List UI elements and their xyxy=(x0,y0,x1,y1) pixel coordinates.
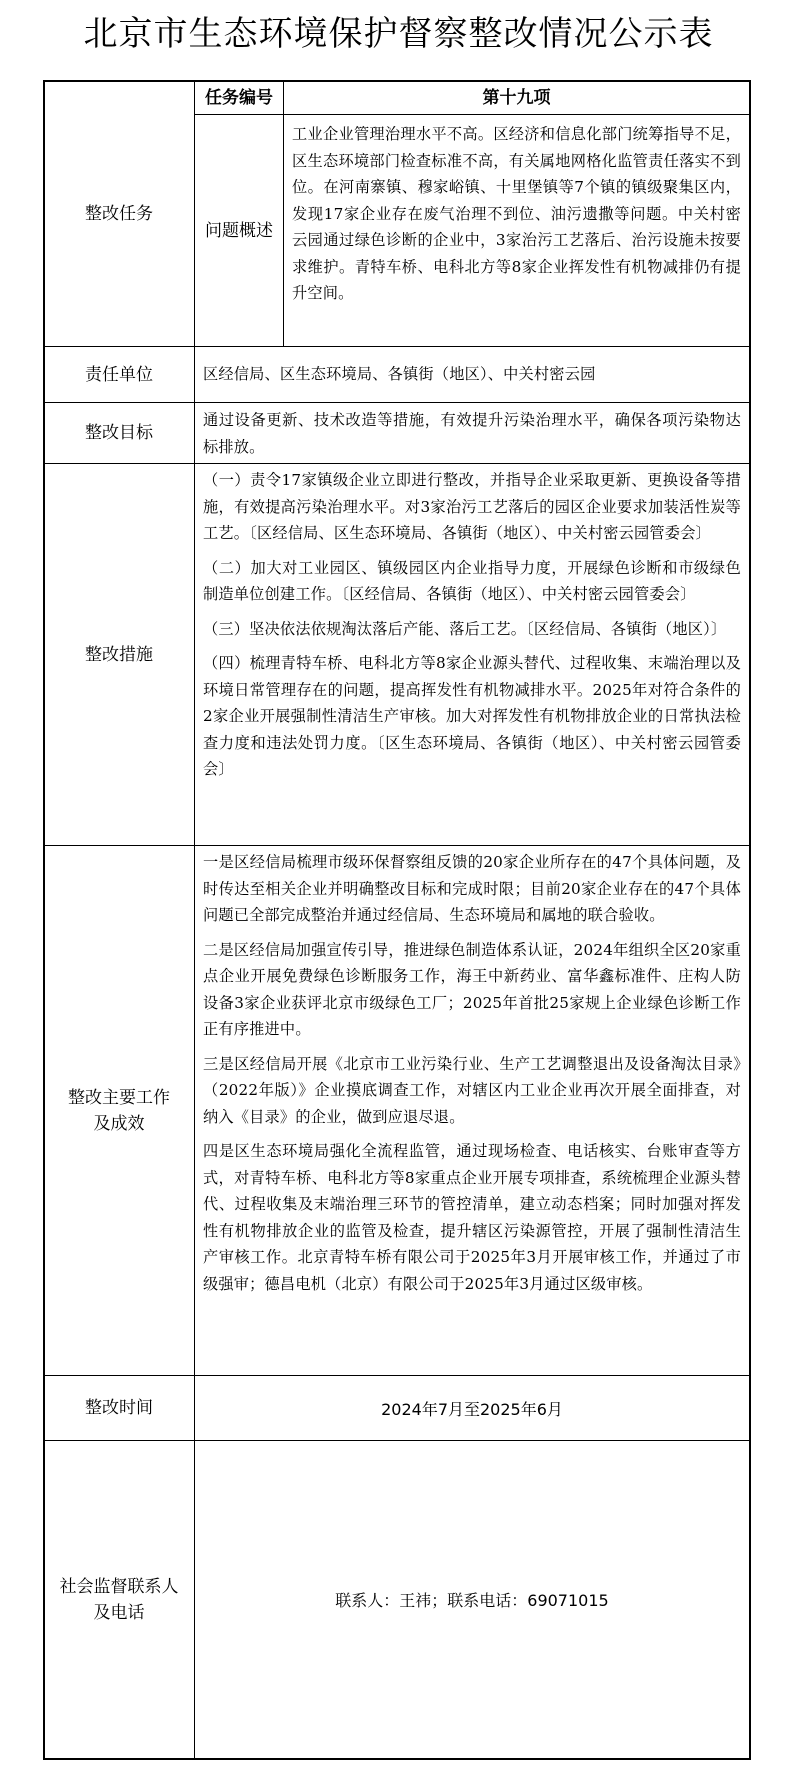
results-label xyxy=(44,846,194,1375)
contact-value: 联系人：王祎；联系电话：69071015 xyxy=(335,1591,609,1610)
contact-label-line2: 及电话 xyxy=(93,1602,145,1623)
task-label: 整改任务 xyxy=(85,203,153,224)
measures-label: 整改措施 xyxy=(85,644,153,665)
time-label: 整改时间 xyxy=(85,1398,153,1418)
task-number-value: 第十九项 xyxy=(482,87,551,108)
measures-list xyxy=(195,465,749,845)
overview-label: 问题概述 xyxy=(205,220,273,241)
overview-text: 工业企业管理治理水平不高。区经济和信息化部门统筹指导不足，区生态环境部门检查标准不高，有关属地网格化监管责任落实不到位。在河南寨镇、穆家峪镇、十里堡镇等7个镇的镇级聚集区内，发现17家企业存在废气治理不到位、油污遗撒等问题。中关村密云园通过绿色诊断的企业中，3家治污工艺落后、治污设施未按要求维护。青特车桥、电科北方等8家企业挥发性有机物减排仍有提升空间。 xyxy=(292,125,741,302)
results-label-line2: 及成效 xyxy=(93,1113,145,1134)
result-item: 三是区经信局开展《北京市工业污染行业、生产工艺调整退出及设备淘汰目录》（2022年版）》企业摸底调查工作，对辖区内工业企业再次开展全面排查，对纳入《目录》的企业，做到应退尽退。 xyxy=(203,1054,741,1126)
task-number-label: 任务编号 xyxy=(205,87,273,108)
results-label-line1: 整改主要工作 xyxy=(68,1087,170,1108)
measure-item: （二）加大对工业园区、镇级园区内企业指导力度，开展绿色诊断和市级绿色制造单位创建工作。〔区经信局、各镇街（地区）、中关村密云园管委会〕 xyxy=(203,558,741,603)
measure-item: （一）责令17家镇级企业立即进行整改，并指导企业采取更新、更换设备等措施，有效提高污染治理水平。对3家治污工艺落后的园区企业要求加装活性炭等工艺。〔区经信局、区生态环境局、各镇街（地区）、中关村密云园管委会〕 xyxy=(203,471,741,542)
result-item: 一是区经信局梳理市级环保督察组反馈的20家企业所存在的47个具体问题，及时传达至相关企业并明确整改目标和完成时限；目前20家企业存在的47个具体问题已全部完成整治并通过经信局、生态环境局和属地的联合验收。 xyxy=(203,853,741,924)
results-list xyxy=(195,847,749,1375)
responsible-value: 区经信局、区生态环境局、各镇街（地区）、中关村密云园 xyxy=(203,365,596,384)
contact-label xyxy=(44,1441,194,1758)
rectification-table xyxy=(43,80,750,1760)
contact-label-line1: 社会监督联系人 xyxy=(59,1576,179,1597)
measure-item: （三）坚决依法依规淘汰落后产能、落后工艺。〔区经信局、各镇街（地区）〕 xyxy=(203,619,727,638)
measure-item: （四）梳理青特车桥、电科北方等8家企业源头替代、过程收集、末端治理以及环境日常管理存在的问题，提高挥发性有机物减排水平。2025年对符合条件的2家企业开展强制性清洁生产审核。加大对挥发性有机物排放企业的日常执法检查力度和违法处罚力度。〔区生态环境局、各镇街（地区）、中关村密云园管委会〕 xyxy=(203,654,741,778)
page-title: 北京市生态环境保护督察整改情况公示表 xyxy=(83,14,714,54)
goal-value: 通过设备更新、技术改造等措施，有效提升污染治理水平，确保各项污染物达标排放。 xyxy=(203,411,741,456)
result-item: 四是区生态环境局强化全流程监管，通过现场检查、电话核实、台账审查等方式，对青特车桥、电科北方等8家重点企业开展专项排查，系统梳理企业源头替代、过程收集及末端治理三环节的管控清单，建立动态档案；同时加强对挥发性有机物排放企业的监管及检查，提升辖区污染源管控，开展了强制性清洁生产审核工作。北京青特车桥有限公司于2025年3月开展审核工作，并通过了市级强审；德昌电机（北京）有限公司于2025年3月通过区级审核。 xyxy=(203,1142,741,1293)
result-item: 二是区经信局加强宣传引导，推进绿色制造体系认证，2024年组织全区20家重点企业开展免费绿色诊断服务工作，海王中新药业、富华鑫标准件、庄构人防设备3家企业获评北京市级绿色工厂；2025年首批25家规上企业绿色诊断工作正有序推进中。 xyxy=(203,940,741,1038)
time-value: 2024年7月至2025年6月 xyxy=(381,1399,563,1419)
goal-label: 整改目标 xyxy=(85,423,153,443)
responsible-label: 责任单位 xyxy=(85,364,153,385)
